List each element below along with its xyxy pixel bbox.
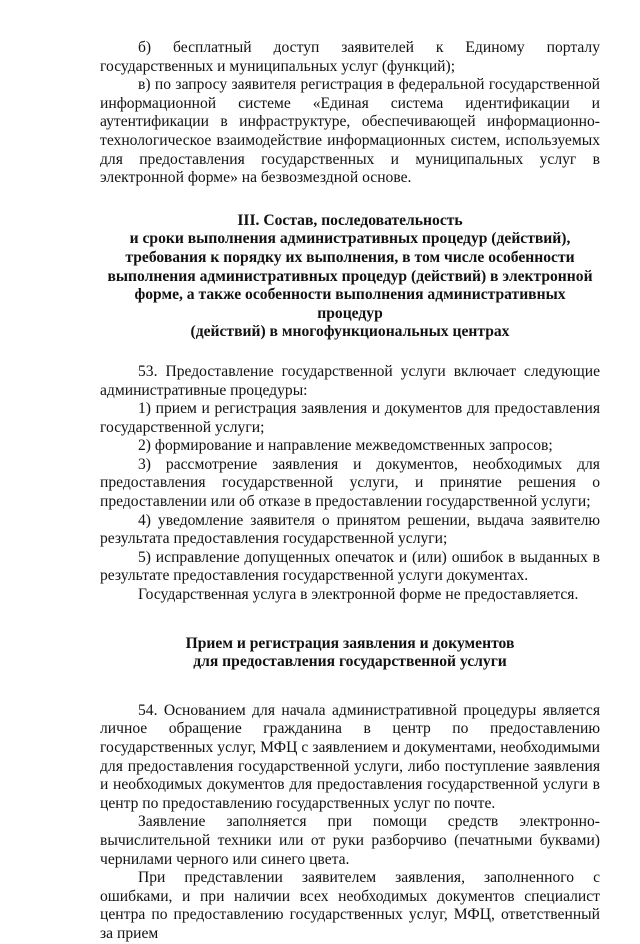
electronic-form-note: Государственная услуга в электронной форме не предоставляется.: [138, 586, 579, 604]
section-3-heading-line: и сроки выполнения административных процедур (действий),: [129, 230, 571, 248]
errors-paragraph: При представлении заявителем заявления, заполненного с ошибками, и при наличии всех необходимых документов специалист центра по предоставлению государственных услуг, МФЦ, ответственный за прием: [100, 869, 600, 942]
section-3-heading: [100, 212, 600, 342]
document-body: [100, 39, 600, 944]
application-fill-paragraph: Заявление заполняется при помощи средств электронно-вычислительной техники или от руки разборчиво (печатными буквами) чернилами черного или синего цвета.: [100, 813, 600, 868]
paragraph-53: 53. Предоставление государственной услуги включает следующие административные процедуры:: [100, 362, 600, 399]
subsection-heading: [100, 635, 600, 672]
section-3-heading-line: требования к порядку их выполнения, в том числе особенности: [125, 248, 575, 266]
subsection-heading-line: для предоставления государственной услуги: [193, 653, 507, 671]
procedure-item-5: 5) исправление допущенных опечаток и (или) ошибок в выданных в результате предоставления государственной услуги документах.: [100, 548, 600, 585]
section-3-heading-line: выполнения административных процедур (действий) в электронной: [107, 267, 593, 285]
procedure-item-2: 2) формирование и направление межведомственных запросов;: [138, 437, 553, 455]
paragraph-54: 54. Основанием для начала административной процедуры является личное обращение гражданина в центр по предоставлению государственных услуг, МФЦ с заявлением и документами, необходимыми для предоставления государственной услуги, либо поступление заявления и необходимых документов для предоставления государственной услуги в центр по предоставлению государственных услуг по почте.: [100, 701, 600, 812]
intro-paragraph-b: б) бесплатный доступ заявителей к Единому порталу государственных и муниципальных услуг (функций);: [100, 39, 600, 75]
subsection-heading-line: Прием и регистрация заявления и документов: [185, 634, 515, 652]
procedure-item-4: 4) уведомление заявителя о принятом решении, выдача заявителю результата предоставления государственной услуги;: [100, 511, 600, 548]
procedure-item-1: 1) прием и регистрация заявления и документов для предоставления государственной услуги;: [100, 400, 600, 436]
section-3-heading-line: форме, а также особенности выполнения административных процедур: [134, 286, 566, 322]
procedure-item-3: 3) рассмотрение заявления и документов, необходимых для предоставления государственной услуги, и принятие решения о предоставлении или об отказе в предоставлении государственной услуги;: [100, 455, 600, 511]
section-3-heading-line: (действий) в многофункциональных центрах: [190, 323, 510, 341]
intro-paragraph-v: в) по запросу заявителя регистрация в федеральной государственной информационной системе «Единая система идентификации и аутентификации в инфраструктуре, обеспечивающей информационно-технологическое взаимодействие информационных систем, используемых для предоставления государственных и муниципальных услуг в электронной форме» на безвозмездной основе.: [100, 76, 600, 187]
section-3-heading-line: III. Состав, последовательность: [237, 211, 463, 229]
